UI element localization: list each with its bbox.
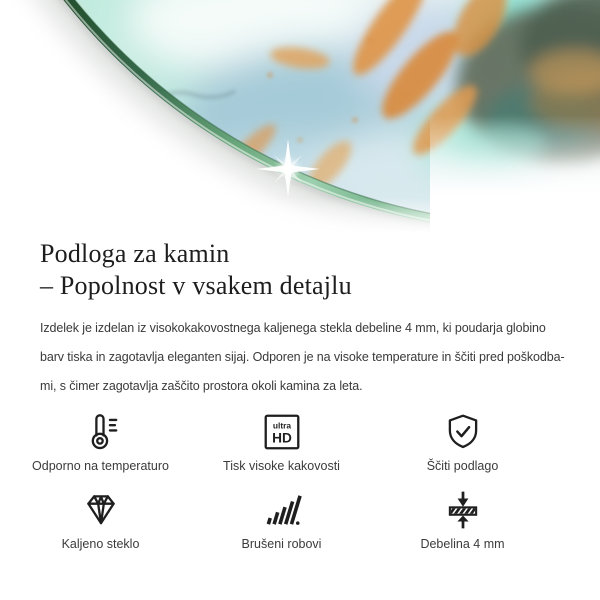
thickness-icon	[442, 489, 484, 531]
feature-label: Debelina 4 mm	[420, 537, 505, 551]
thermometer-icon	[80, 411, 122, 453]
product-image	[0, 0, 600, 232]
description-content	[0, 238, 600, 551]
feature-print-quality	[191, 411, 372, 473]
feature-tempered-glass	[10, 489, 191, 551]
feature-temperature-resistant	[10, 411, 191, 473]
hd-text: HD	[271, 430, 292, 446]
polished-edges-icon	[261, 489, 303, 531]
feature-label: Brušeni robovi	[241, 537, 322, 551]
page-title: Podloga za kamin – Popolnost v vsakem detajlu	[40, 239, 352, 300]
feature-label: Odporno na temperaturo	[32, 459, 169, 473]
shield-check-icon	[442, 411, 484, 453]
features-grid	[10, 411, 560, 551]
feature-polished-edges	[191, 489, 372, 551]
product-description: Izdelek je izdelan iz visokokakovostnega kaljenega stekla debeline 4 mm, ki poudarja globino barv tiska in zagotavlja eleganten sijaj. Odporen je na visoke temperature in ščiti pred poškodba- mi, s čimer zagotavlja zaščito prostora okoli kamina za leta.	[40, 321, 565, 393]
feature-label: Tisk visoke kakovosti	[223, 459, 340, 473]
feature-thickness	[372, 489, 553, 551]
feature-label: Ščiti podlago	[426, 459, 499, 473]
glass-panel-illustration	[0, 0, 600, 232]
ultra-hd-icon	[261, 411, 303, 453]
feature-protects-surface	[372, 411, 553, 473]
ultra-text: ultra	[272, 420, 291, 431]
diamond-icon	[80, 489, 122, 531]
feature-label: Kaljeno steklo	[61, 537, 140, 551]
